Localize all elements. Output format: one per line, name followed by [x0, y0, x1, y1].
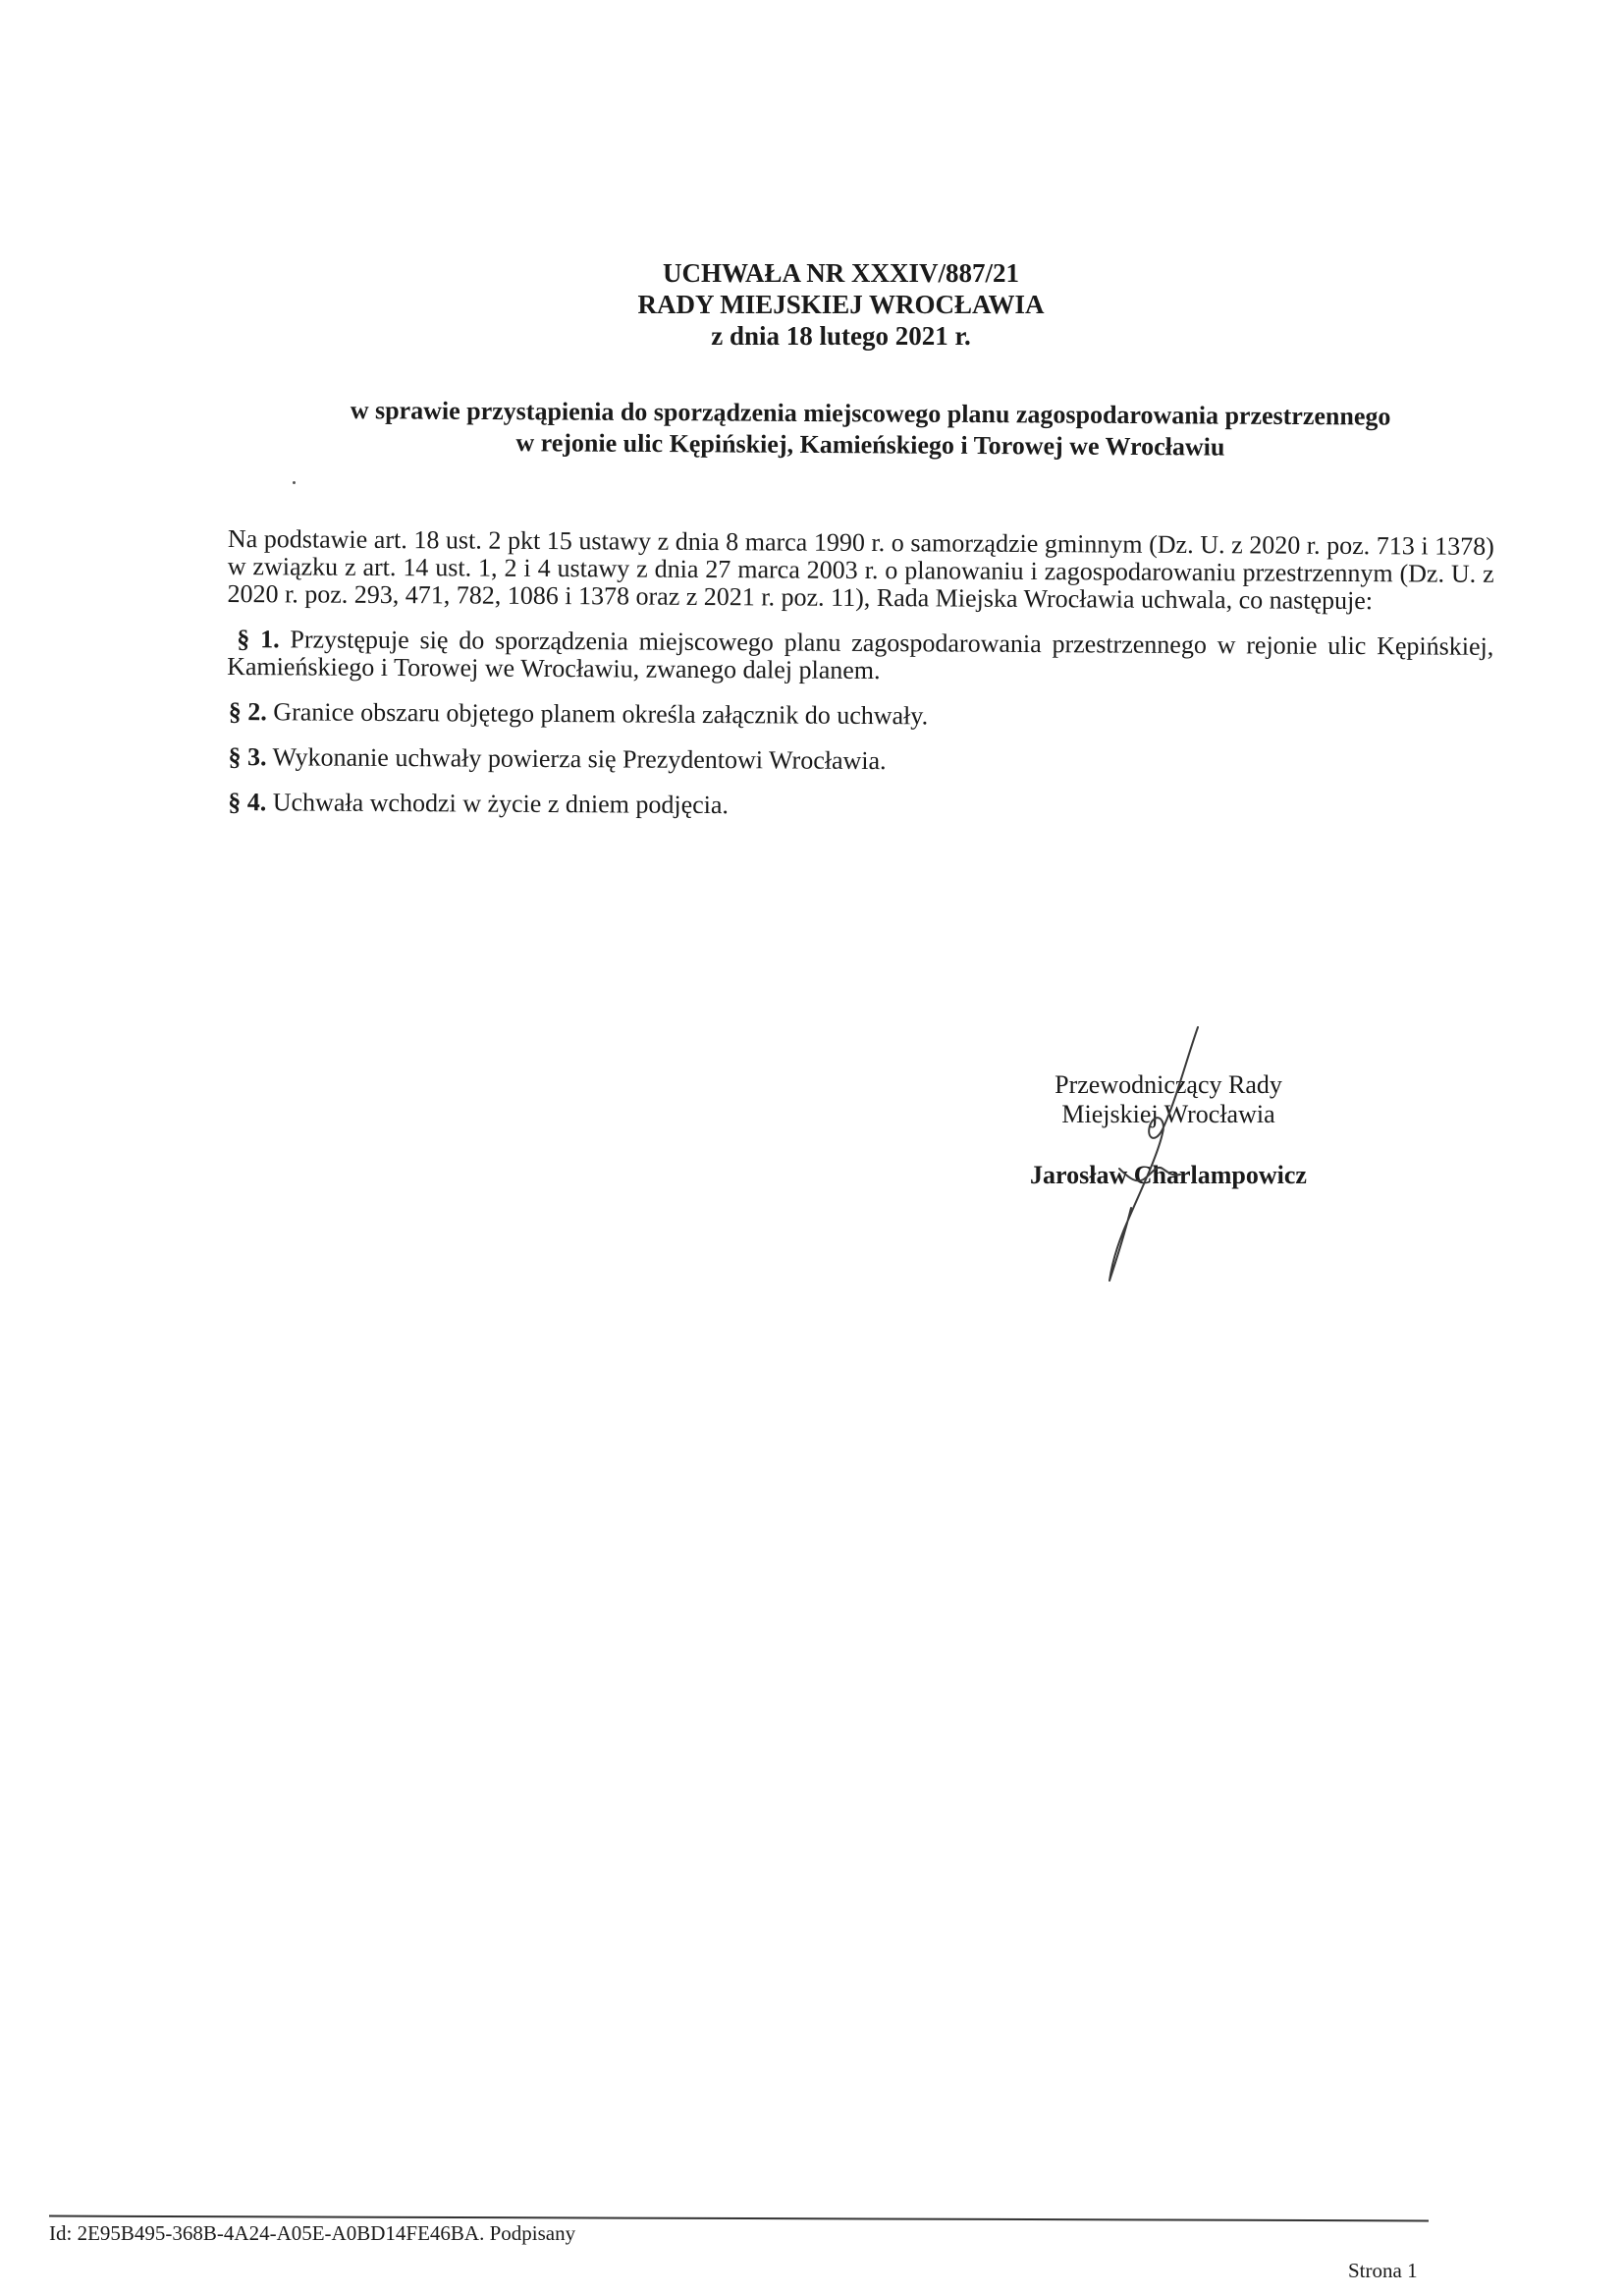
- document-id: Id: 2E95B495-368B-4A24-A05E-A0BD14FE46BA. Podpisany: [49, 2221, 576, 2245]
- paragraph-2: [227, 698, 1493, 734]
- paragraph-1-number: § 1.: [237, 625, 280, 654]
- paragraph-3-text: Wykonanie uchwały powierza się Prezydentowi Wrocławia.: [272, 742, 887, 776]
- signatory-role-line-1: Przewodniczący Rady: [1055, 1070, 1282, 1099]
- paragraph-4-text: Uchwała wchodzi w życie z dniem podjęcia.: [272, 788, 730, 820]
- paragraph-1-text: Przystępuje się do sporządzenia miejscowego planu zagospodarowania przestrzennego w rejonie ulic Kępińskiej, Kamieńskiego i Torowej we Wrocławiu, zwanego dalej planem.: [227, 625, 1494, 685]
- resolution-date: z dnia 18 lutego 2021 r.: [711, 321, 971, 351]
- paragraph-2-text: Granice obszaru objętego planem określa załącznik do uchwały.: [273, 697, 929, 731]
- resolution-body: [226, 525, 1494, 824]
- resolution-header: [0, 257, 1623, 352]
- paragraph-2-number: § 2.: [228, 697, 267, 727]
- paragraph-4-number: § 4.: [228, 788, 267, 817]
- paragraph-1: [227, 626, 1493, 688]
- signatory-name: Jarosław Charlampowicz: [1030, 1161, 1307, 1189]
- subject-line-2: w rejonie ulic Kępińskiej, Kamieńskiego i Torowej we Wrocławiu: [515, 428, 1225, 462]
- subject-line-1: w sprawie przystąpienia do sporządzenia miejscowego planu zagospodarowania przestrzennego: [350, 396, 1391, 431]
- paragraph-4: [226, 789, 1492, 824]
- resolution-number: UCHWAŁA NR XXXIV/887/21: [662, 258, 1020, 288]
- handwritten-signature-icon: [1060, 1021, 1237, 1296]
- issuing-body: RADY MIEJSKIEJ WROCŁAWIA: [637, 290, 1045, 319]
- legal-basis-paragraph: Na podstawie art. 18 ust. 2 pkt 15 ustawy z dnia 8 marca 1990 r. o samorządzie gminnym (Dz. U. z 2020 r. poz. 713 i 1378) w związku z art. 14 ust. 1, 2 i 4 ustawy z dnia 27 marca 2003 r. o planowaniu i zagospodarowaniu przestrzennym (Dz. U. z 2020 r. poz. 293, 471, 782, 1086 i 1378 oraz z 2021 r. poz. 11), Rada Miejska Wrocławia uchwala, co następuje:: [227, 524, 1494, 616]
- paragraph-3-number: § 3.: [228, 742, 267, 772]
- page-number: Strona 1: [1348, 2259, 1418, 2282]
- scan-artifact-dot: [293, 481, 296, 484]
- paragraph-3: [226, 743, 1492, 779]
- resolution-subject: [0, 393, 1623, 465]
- signatory-role-line-2: Miejskiej Wrocławia: [1061, 1100, 1275, 1128]
